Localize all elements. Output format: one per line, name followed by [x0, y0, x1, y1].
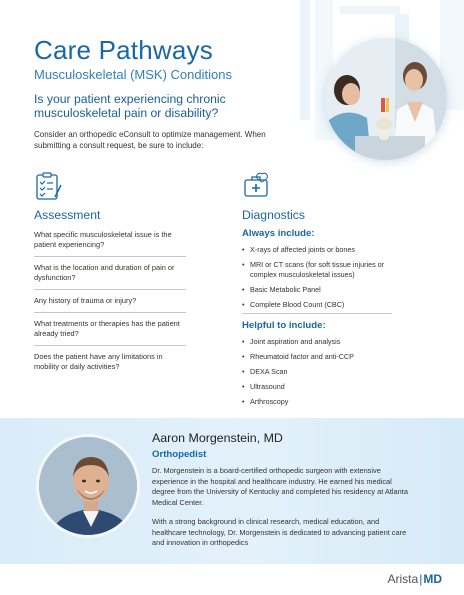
intro-text: Consider an orthopedic eConsult to optimize management. When submitting a consult request, be sure to include: — [34, 130, 266, 150]
page-subtitle: Musculoskeletal (MSK) Conditions — [34, 67, 232, 82]
list-item: • MRI or CT scans (for soft tissue injuries or complex musculoskeletal issues) — [242, 260, 402, 280]
list-item: • Ultrasound — [242, 382, 402, 392]
header — [34, 36, 314, 151]
list-item: • Complete Blood Count (CBC) — [242, 300, 402, 310]
section-divider — [242, 313, 392, 314]
diagnostics-title: Diagnostics — [242, 208, 305, 222]
list-item: • Arthroscopy — [242, 397, 402, 407]
assessment-question: Does the patient have any limitations in mobility or daily activities? — [34, 352, 163, 371]
lead-question: Is your patient experiencing chronic musculoskeletal pain or disability? — [34, 92, 226, 120]
consultation-illustration — [325, 38, 447, 160]
list-item: • Rheumatoid factor and anti-CCP — [242, 352, 402, 362]
page-title: Care Pathways — [34, 35, 213, 65]
assessment-question: What treatments or therapies has the patient already tried? — [34, 319, 186, 346]
assessment-question: What specific musculoskeletal issue is the patient experiencing? — [34, 230, 186, 257]
helpful-include-heading: Helpful to include: — [242, 320, 326, 331]
list-item: • Joint aspiration and analysis — [242, 337, 402, 347]
list-item: • Basic Metabolic Panel — [242, 285, 402, 295]
always-include-heading: Always include: — [242, 228, 315, 239]
logo-text-left: Arista — [387, 572, 419, 586]
arista-md-logo: Arista|MD — [387, 572, 442, 586]
logo-text-right: MD — [423, 572, 442, 586]
assessment-question: What is the location and duration of pain or dysfunction? — [34, 263, 186, 290]
bio-paragraph: With a strong background in clinical research, medical education, and healthcare technology, Dr. Morgenstein is dedicated to advancing patient care and innovation in orthopedics — [152, 517, 407, 548]
decorative-stripe — [340, 6, 400, 14]
list-item: • X-rays of affected joints or bones — [242, 245, 402, 255]
medical-kit-icon — [242, 171, 270, 201]
assessment-question-list — [34, 230, 186, 384]
always-include-list — [242, 245, 402, 315]
assessment-title: Assessment — [34, 208, 101, 222]
doctor-name: Aaron Morgenstein, MD — [152, 431, 283, 445]
bio-paragraph: Dr. Morgenstein is a board-certified orthopedic surgeon with extensive experience in the hospital and healthcare industry. He earned his medical degree from the University of Kentucky and completed his residency at Atlanta Medical Center. — [152, 466, 408, 507]
consultation-photo — [325, 38, 447, 160]
list-item: • DEXA Scan — [242, 367, 402, 377]
avatar — [36, 434, 140, 538]
clipboard-checklist-icon — [34, 171, 62, 201]
doctor-role: Orthopedist — [152, 449, 207, 460]
helpful-include-list — [242, 337, 402, 412]
assessment-question: Any history of trauma or injury? — [34, 296, 186, 313]
